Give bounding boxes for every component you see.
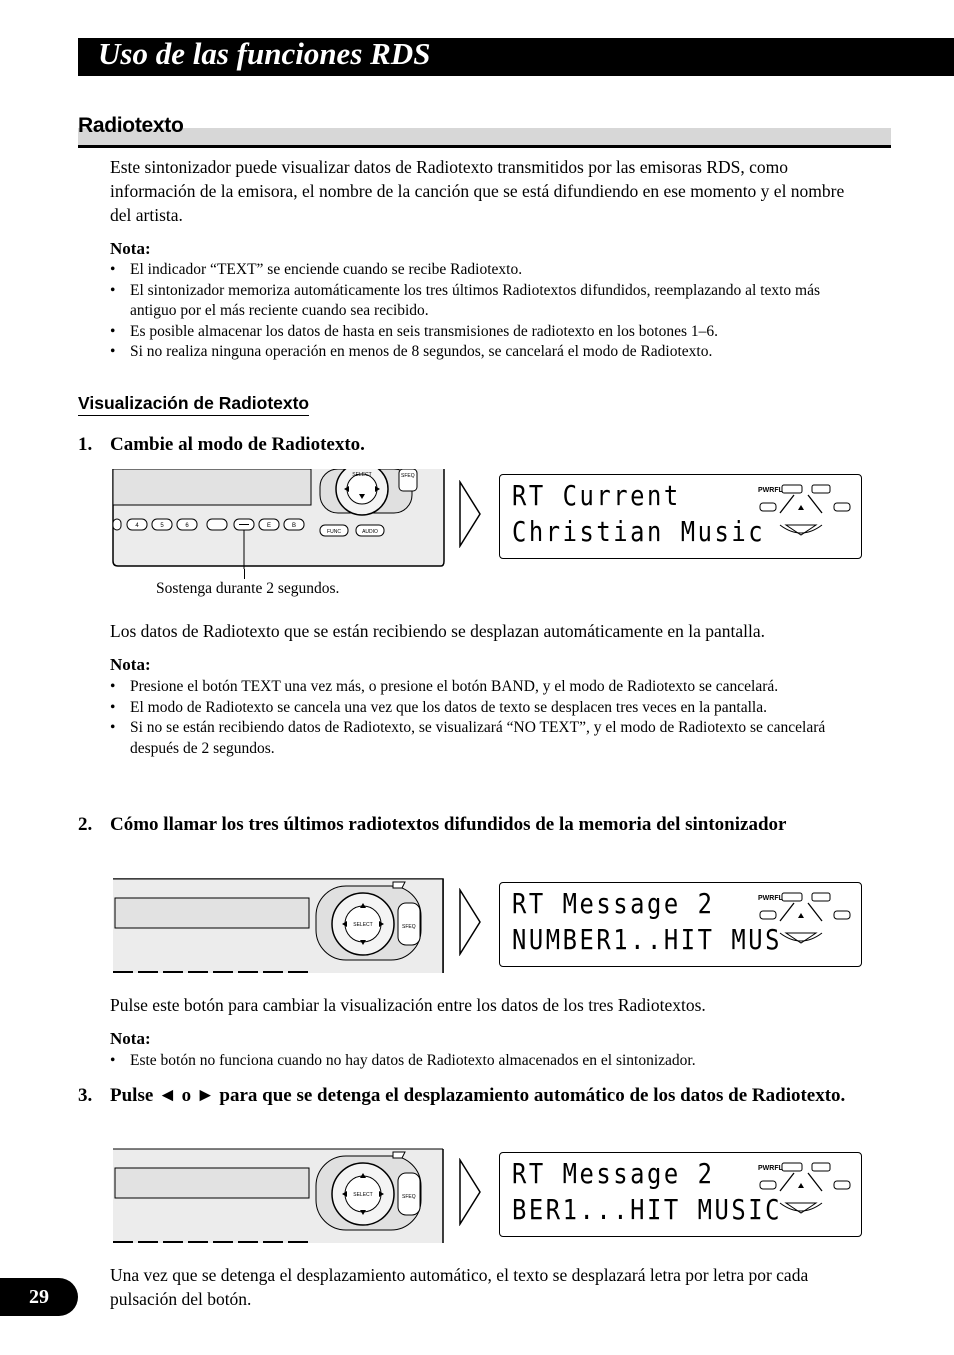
list-item: • Si no realiza ninguna operación en menos de 8 segundos, se cancelará el modo de Radiotexto. (110, 342, 870, 363)
step-number: 2. (78, 814, 93, 835)
arrow-right-icon (458, 1158, 482, 1226)
page-number: 29 (0, 1278, 78, 1316)
lcd-display (499, 474, 862, 559)
button-label: E (266, 523, 272, 529)
lcd-indicator-icon (756, 481, 856, 551)
list-item: • El modo de Radiotexto se cancela una vez que los datos de texto se desplacen tres veces en la pantalla. (110, 698, 855, 719)
list-item: • Presione el botón TEXT una vez más, o presione el botón BAND, y el modo de Radiotexto se cancelará. (110, 677, 855, 698)
step-3-heading (78, 1082, 878, 1138)
lcd-line-2: NUMBER1..HIT MUS (512, 923, 783, 956)
list-item: • El indicador “TEXT” se enciende cuando se recibe Radiotexto. (110, 260, 870, 281)
lcd-display (499, 882, 862, 967)
step-title: Pulse ◄ o ► para que se detenga el desplazamiento automático de los datos de Radiotexto. (110, 1085, 846, 1106)
head-unit-illustration (113, 878, 447, 974)
section-heading-rule (78, 145, 891, 148)
arrow-right-icon (458, 480, 482, 548)
pwrfl-label: PWRFL (758, 895, 783, 902)
intro-paragraph: Este sintonizador puede visualizar datos de Radiotexto transmitidos por las emisoras RDS, como información de la emisora, el nombre de la canción que se está difundiendo en ese momento y el nombre del artista. (110, 157, 845, 225)
page-title: Uso de las funciones RDS (98, 36, 431, 71)
section-title: Radiotexto (78, 114, 184, 137)
illustration-caption: Sostenga durante 2 segundos. (156, 580, 340, 597)
lcd-line-1: RT Message 2 (512, 887, 715, 920)
list-item: • Este botón no funciona cuando no hay datos de Radiotexto almacenados en el sintonizador. (110, 1051, 870, 1072)
subsection-title: Visualización de Radiotexto (78, 393, 309, 416)
audio-label: AUDIO (362, 529, 378, 535)
step-number: 3. (78, 1085, 93, 1106)
step-title: Cambie al modo de Radiotexto. (110, 434, 365, 455)
pwrfl-label: PWRFL (758, 1165, 783, 1172)
section-heading-band (78, 128, 891, 145)
sfeq-label: SFEQ (402, 924, 416, 930)
button-label: 4 (135, 523, 139, 529)
func-label: FUNC (327, 529, 341, 535)
callout-line (244, 569, 245, 579)
lcd-display (499, 1152, 862, 1237)
nota-list (110, 1051, 870, 1072)
arrow-right-icon (458, 888, 482, 956)
select-label: SELECT (352, 472, 372, 478)
section-heading (78, 114, 891, 148)
lcd-line-2: Christian Music (512, 515, 766, 548)
sfeq-label: SFEQ (402, 1194, 416, 1200)
sfeq-label: SFEQ (401, 473, 415, 479)
lcd-line-1: RT Current (512, 479, 681, 512)
nota-label: Nota: (110, 1029, 151, 1048)
head-unit-illustration (112, 469, 446, 569)
pwrfl-label: PWRFL (758, 487, 783, 494)
step-2-body: Pulse este botón para cambiar la visualización entre los datos de los tres Radiotextos. (110, 995, 706, 1015)
step-2-heading (78, 811, 878, 867)
nota-label: Nota: (110, 655, 151, 674)
select-label: SELECT (353, 922, 373, 928)
list-item: • El sintonizador memoriza automáticamente los tres últimos Radiotextos difundidos, reemplazando al texto más antiguo por el más reciente cuando sea recibido. (110, 281, 870, 322)
step-1-body: Los datos de Radiotexto que se están recibiendo se desplazan automáticamente en la pantalla. (110, 621, 766, 641)
button-label: 5 (160, 523, 164, 529)
head-unit-illustration (113, 1148, 447, 1244)
nota-list (110, 260, 870, 363)
list-item: • Si no se están recibiendo datos de Radiotexto, se visualizará “NO TEXT”, y el modo de Radiotexto se cancelará después de 2 segundos. (110, 718, 855, 759)
lcd-indicator-icon (756, 1159, 856, 1229)
step-3-body: Una vez que se detenga el desplazamiento automático, el texto se desplazará letra por letra por cada pulsación del botón. (110, 1265, 809, 1309)
select-label: SELECT (353, 1192, 373, 1198)
nota-label: Nota: (110, 239, 151, 258)
lcd-indicator-icon (756, 889, 856, 959)
lcd-line-1: RT Message 2 (512, 1157, 715, 1190)
list-item: • Es posible almacenar los datos de hasta en seis transmisiones de radiotexto en los botones 1–6. (110, 322, 870, 343)
lcd-line-2: BER1...HIT MUSIC (512, 1193, 783, 1226)
step-1-heading (78, 431, 878, 459)
step-number: 1. (78, 434, 93, 455)
nota-list (110, 677, 855, 759)
button-label: 6 (185, 523, 189, 529)
step-title: Cómo llamar los tres últimos radiotextos difundidos de la memoria del sintonizador (110, 814, 787, 835)
button-label: B (291, 523, 297, 529)
